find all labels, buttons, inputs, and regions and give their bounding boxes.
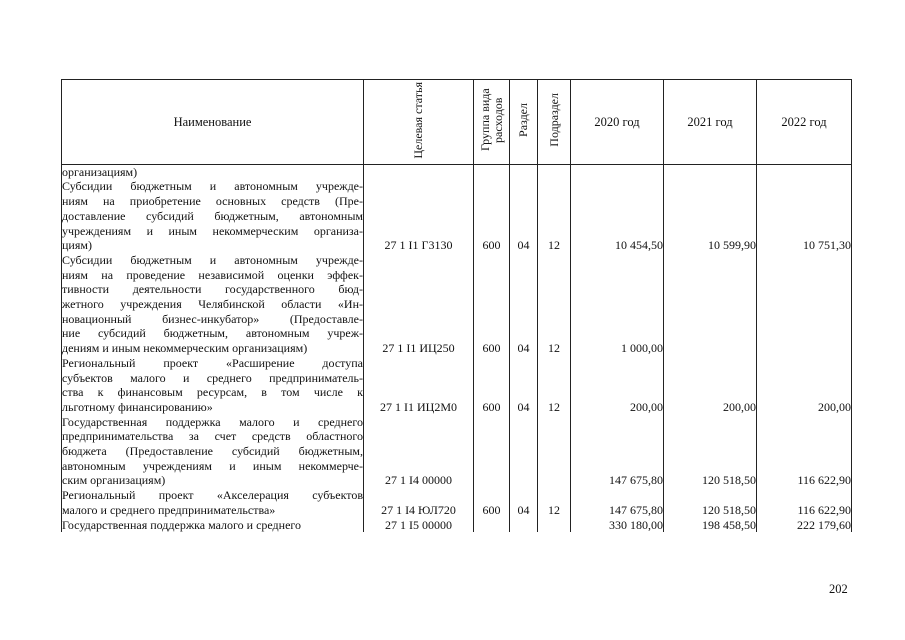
table-header-row	[62, 80, 852, 165]
row-expense-group-cell	[474, 356, 510, 415]
row-expense-group-cell	[474, 179, 510, 253]
row-name	[62, 179, 364, 253]
page-number: 202	[829, 582, 848, 596]
row-subsection-cell	[538, 164, 571, 179]
row-section: 04	[517, 399, 530, 414]
row-name-line: тивности деятельности государственного бюд-	[62, 282, 363, 297]
row-name-line: Государственная поддержка малого и среднего	[62, 414, 363, 429]
row-value-2022: 116 622,90	[797, 502, 851, 517]
row-expense-group-cell	[474, 488, 510, 517]
row-target-code: 27 1 I1 Г3130	[384, 238, 453, 253]
row-value-2020-cell	[571, 488, 664, 517]
row-name-line: Региональный проект «Расширение доступа	[62, 355, 363, 370]
row-value-2021: 10 599,90	[708, 238, 756, 253]
row-value-2022: 222 179,60	[797, 517, 851, 532]
row-subsection-cell	[538, 488, 571, 517]
row-value-2021: 120 518,50	[702, 502, 756, 517]
row-name-line: субъектов малого и среднего предприниматель-	[62, 370, 363, 385]
row-name-line: ским организациям)	[62, 473, 166, 488]
row-value-2020: 147 675,80	[609, 473, 663, 488]
row-value-2022-cell	[757, 164, 852, 179]
row-value-2021-cell	[664, 356, 757, 415]
row-value-2021: 198 458,50	[702, 517, 756, 532]
row-value-2022: 116 622,90	[797, 473, 851, 488]
header-name: Наименование	[62, 80, 364, 165]
header-section: Раздел	[510, 80, 538, 165]
row-target-code-cell	[364, 253, 474, 356]
row-value-2021-cell	[664, 253, 757, 356]
row-target-code: 27 1 I1 ИЦ250	[382, 341, 455, 356]
row-section-cell	[510, 253, 538, 356]
row-value-2022-cell	[757, 518, 852, 533]
row-subsection-cell	[538, 415, 571, 489]
row-name-line: предпринимательства за счет средств областного	[62, 429, 363, 444]
row-target-code: 27 1 I4 00000	[385, 473, 452, 488]
row-value-2022-cell	[757, 356, 852, 415]
row-section: 04	[517, 238, 530, 253]
table-row	[62, 164, 852, 179]
row-section: 04	[517, 502, 530, 517]
row-subsection: 12	[548, 341, 560, 356]
row-name-line: циям)	[62, 238, 92, 253]
row-value-2020-cell	[571, 415, 664, 489]
row-value-2020: 10 454,50	[615, 238, 663, 253]
row-expense-group-cell	[474, 164, 510, 179]
row-name	[62, 164, 364, 179]
header-expense-group: Группа вида расходов	[474, 80, 510, 165]
row-target-code: 27 1 I4 ЮЛ720	[381, 502, 456, 517]
row-name-line: ниям на приобретение основных средств (Пре-	[62, 194, 363, 209]
row-subsection-cell	[538, 518, 571, 533]
row-name-line: Субсидии бюджетным и автономным учрежде-	[62, 179, 363, 194]
row-value-2020-cell	[571, 179, 664, 253]
budget-table	[61, 79, 852, 532]
row-value-2022-cell	[757, 415, 852, 489]
row-name	[62, 415, 364, 489]
table-row	[62, 415, 852, 489]
row-value-2022-cell	[757, 488, 852, 517]
row-name-line: организациям)	[62, 164, 138, 179]
header-2021: 2021 год	[664, 80, 757, 165]
row-section-cell	[510, 179, 538, 253]
row-target-code-cell	[364, 164, 474, 179]
row-value-2021-cell	[664, 488, 757, 517]
table-row	[62, 518, 852, 533]
row-name-line: Государственная поддержка малого и среднего	[62, 517, 302, 532]
row-name	[62, 356, 364, 415]
row-value-2021-cell	[664, 518, 757, 533]
row-name-line: жетного учреждения Челябинской области «Ин-	[62, 297, 363, 312]
row-value-2020: 200,00	[630, 399, 663, 414]
row-subsection: 12	[548, 238, 560, 253]
row-name-line: ства к финансовым ресурсам, в том числе к	[62, 385, 363, 400]
row-name-line: льготному финансированию»	[62, 399, 213, 414]
row-target-code-cell	[364, 488, 474, 517]
row-name	[62, 253, 364, 356]
row-value-2022: 10 751,30	[803, 238, 851, 253]
row-target-code: 27 1 I1 ИЦ2М0	[380, 399, 457, 414]
row-target-code-cell	[364, 415, 474, 489]
row-name-line: доставление субсидий бюджетным, автономным	[62, 208, 363, 223]
table-row	[62, 356, 852, 415]
row-subsection-cell	[538, 356, 571, 415]
row-name-line: Региональный проект «Акселерация субъектов	[62, 488, 363, 503]
row-name-line: ниям на проведение независимой оценки эффек-	[62, 267, 363, 282]
table-row	[62, 179, 852, 253]
row-section-cell	[510, 415, 538, 489]
header-subsection: Подраздел	[538, 80, 571, 165]
row-name-line: учреждениям и иным некоммерческим организа-	[62, 223, 363, 238]
table-body	[62, 164, 852, 532]
header-target-article: Целевая статья	[364, 80, 474, 165]
row-name-line: автономным учреждениям и иным некоммерче-	[62, 458, 363, 473]
row-expense-group: 600	[482, 238, 501, 253]
row-name-line: бюджета (Предоставление субсидий бюджетным,	[62, 444, 363, 459]
row-name-line: Субсидии бюджетным и автономным учрежде-	[62, 252, 363, 267]
row-value-2021-cell	[664, 179, 757, 253]
row-section: 04	[517, 341, 530, 356]
row-value-2021-cell	[664, 415, 757, 489]
row-value-2020: 147 675,80	[609, 502, 663, 517]
header-2022: 2022 год	[757, 80, 852, 165]
row-value-2020-cell	[571, 253, 664, 356]
row-subsection-cell	[538, 179, 571, 253]
row-value-2021-cell	[664, 164, 757, 179]
row-value-2021: 200,00	[723, 399, 756, 414]
row-section-cell	[510, 356, 538, 415]
table-row	[62, 488, 852, 517]
row-value-2020: 1 000,00	[621, 341, 663, 356]
row-expense-group-cell	[474, 518, 510, 533]
row-value-2020-cell	[571, 356, 664, 415]
row-name-line: малого и среднего предпринимательства»	[62, 502, 276, 517]
row-value-2020: 330 180,00	[609, 517, 663, 532]
row-name	[62, 488, 364, 517]
row-name	[62, 518, 364, 533]
row-value-2021: 120 518,50	[702, 473, 756, 488]
row-value-2022-cell	[757, 179, 852, 253]
row-name-line: дениям и иным некоммерческим организациям)	[62, 341, 308, 356]
row-subsection: 12	[548, 399, 560, 414]
row-target-code: 27 1 I5 00000	[385, 517, 452, 532]
row-expense-group-cell	[474, 415, 510, 489]
row-section-cell	[510, 518, 538, 533]
header-2020: 2020 год	[571, 80, 664, 165]
row-expense-group: 600	[482, 341, 501, 356]
row-expense-group-cell	[474, 253, 510, 356]
table-row	[62, 253, 852, 356]
row-section-cell	[510, 164, 538, 179]
row-target-code-cell	[364, 356, 474, 415]
row-section-cell	[510, 488, 538, 517]
row-name-line: ние субсидий бюджетным, автономным учреж-	[62, 326, 363, 341]
row-value-2020-cell	[571, 164, 664, 179]
row-name-line: новационный бизнес-инкубатор» (Предоставле-	[62, 311, 363, 326]
row-value-2022: 200,00	[818, 399, 851, 414]
row-target-code-cell	[364, 518, 474, 533]
row-target-code-cell	[364, 179, 474, 253]
row-subsection: 12	[548, 502, 560, 517]
row-expense-group: 600	[482, 399, 501, 414]
row-subsection-cell	[538, 253, 571, 356]
row-expense-group: 600	[482, 502, 501, 517]
row-value-2022-cell	[757, 253, 852, 356]
row-value-2020-cell	[571, 518, 664, 533]
